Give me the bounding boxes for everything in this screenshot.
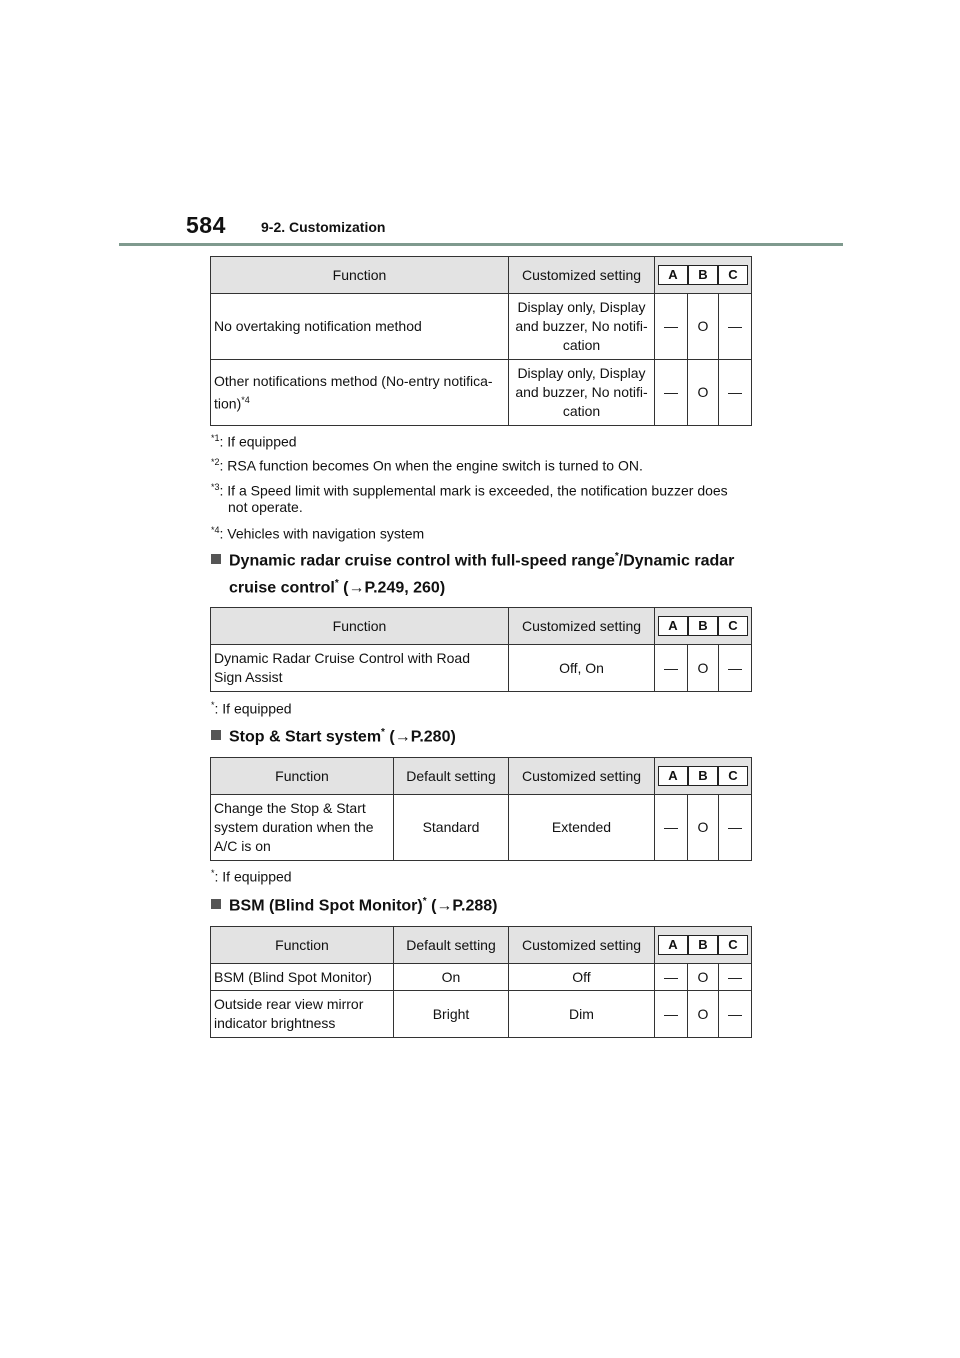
section-heading-drcc: Dynamic radar cruise control with full-speed range*/Dynamic radar <box>211 551 734 570</box>
column-c-cell: — <box>719 360 752 426</box>
default-setting-cell: Standard <box>394 795 509 861</box>
table-header-row <box>211 927 752 964</box>
section-heading-drcc-line2: cruise control* (→P.249, 260) <box>229 578 446 597</box>
column-c-badge: C <box>718 935 748 955</box>
function-cell: Dynamic Radar Cruise Control with Road Sign Assist <box>211 645 509 692</box>
function-cell: Outside rear view mirror indicator brightness <box>211 991 394 1038</box>
footnote-continuation: not operate. <box>228 499 303 515</box>
customized-setting-cell: Extended <box>509 795 655 861</box>
customized-setting-cell: Display only, Display and buzzer, No notifi- cation <box>509 360 655 426</box>
footnote: $^{*3}$: If a Speed limit with supplemental mark is exceeded, the notification buzzer does <box>211 482 728 499</box>
column-a-cell: — <box>655 645 688 692</box>
default-setting-cell: On <box>394 964 509 991</box>
column-header-function: Function <box>211 758 394 795</box>
header-divider <box>119 243 843 246</box>
column-header-function: Function <box>211 257 509 294</box>
column-a-cell: — <box>655 360 688 426</box>
table-row <box>211 964 752 991</box>
column-header-customized-setting: Customized setting <box>509 927 655 964</box>
column-a-cell: — <box>655 294 688 360</box>
column-a-cell: — <box>655 795 688 861</box>
column-b-cell: O <box>688 360 719 426</box>
column-a-cell: — <box>655 964 688 991</box>
column-header-customized-setting: Customized setting <box>509 608 655 645</box>
square-bullet-icon <box>211 730 221 740</box>
square-bullet-icon <box>211 899 221 909</box>
notification-settings-table <box>210 256 752 426</box>
customized-setting-cell: Display only, Display and buzzer, No notifi- cation <box>509 294 655 360</box>
column-header-abc <box>655 927 752 964</box>
drcc-settings-table <box>210 607 752 692</box>
column-c-badge: C <box>718 616 748 636</box>
column-b-cell: O <box>688 645 719 692</box>
customized-setting-cell: Dim <box>509 991 655 1038</box>
page-number: 584 <box>186 212 226 238</box>
column-header-default-setting: Default setting <box>394 758 509 795</box>
column-b-badge: B <box>688 935 718 955</box>
column-b-cell: O <box>688 964 719 991</box>
column-a-badge: A <box>658 265 688 285</box>
customized-setting-cell: Off, On <box>509 645 655 692</box>
section-heading-bsm: BSM (Blind Spot Monitor)* (→P.288) <box>211 896 498 915</box>
column-header-abc <box>655 608 752 645</box>
column-c-badge: C <box>718 265 748 285</box>
table-header-row <box>211 758 752 795</box>
column-header-abc <box>655 257 752 294</box>
column-c-cell: — <box>719 991 752 1038</box>
table-header-row <box>211 257 752 294</box>
footnote: *: If equipped <box>211 700 292 717</box>
section-title: 9-2. Customization <box>261 219 386 235</box>
column-c-cell: — <box>719 795 752 861</box>
footnote: $^{*1}$: If equipped <box>211 433 297 450</box>
footnote: $^{*2}$: RSA function becomes On when the engine switch is turned to ON. <box>211 457 643 474</box>
default-setting-cell: Bright <box>394 991 509 1038</box>
column-a-cell: — <box>655 991 688 1038</box>
footnote: *: If equipped <box>211 868 292 885</box>
column-header-customized-setting: Customized setting <box>509 758 655 795</box>
function-cell: BSM (Blind Spot Monitor) <box>211 964 394 991</box>
column-header-customized-setting: Customized setting <box>509 257 655 294</box>
table-row <box>211 795 752 861</box>
column-c-cell: — <box>719 964 752 991</box>
bsm-settings-table <box>210 926 752 1038</box>
column-a-badge: A <box>658 766 688 786</box>
table-row <box>211 294 752 360</box>
column-header-function: Function <box>211 927 394 964</box>
function-cell: Change the Stop & Start system duration when the A/C is on <box>211 795 394 861</box>
table-header-row <box>211 608 752 645</box>
table-row <box>211 645 752 692</box>
column-b-cell: O <box>688 294 719 360</box>
function-cell: Other notifications method (No-entry notifica- tion)$^{*4}$ <box>211 360 509 426</box>
column-c-cell: — <box>719 294 752 360</box>
customized-setting-cell: Off <box>509 964 655 991</box>
footnote: $^{*4}$: Vehicles with navigation system <box>211 525 425 542</box>
column-a-badge: A <box>658 616 688 636</box>
column-b-cell: O <box>688 795 719 861</box>
table-row <box>211 360 752 426</box>
column-header-default-setting: Default setting <box>394 927 509 964</box>
column-c-badge: C <box>718 766 748 786</box>
column-header-abc <box>655 758 752 795</box>
square-bullet-icon <box>211 554 221 564</box>
table-row <box>211 991 752 1038</box>
column-c-cell: — <box>719 645 752 692</box>
function-cell: No overtaking notification method <box>211 294 509 360</box>
column-b-cell: O <box>688 991 719 1038</box>
section-heading-stop-start: Stop & Start system* (→P.280) <box>211 727 456 746</box>
column-b-badge: B <box>688 265 718 285</box>
column-b-badge: B <box>688 766 718 786</box>
column-header-function: Function <box>211 608 509 645</box>
column-a-badge: A <box>658 935 688 955</box>
stop-start-settings-table <box>210 757 752 861</box>
column-b-badge: B <box>688 616 718 636</box>
